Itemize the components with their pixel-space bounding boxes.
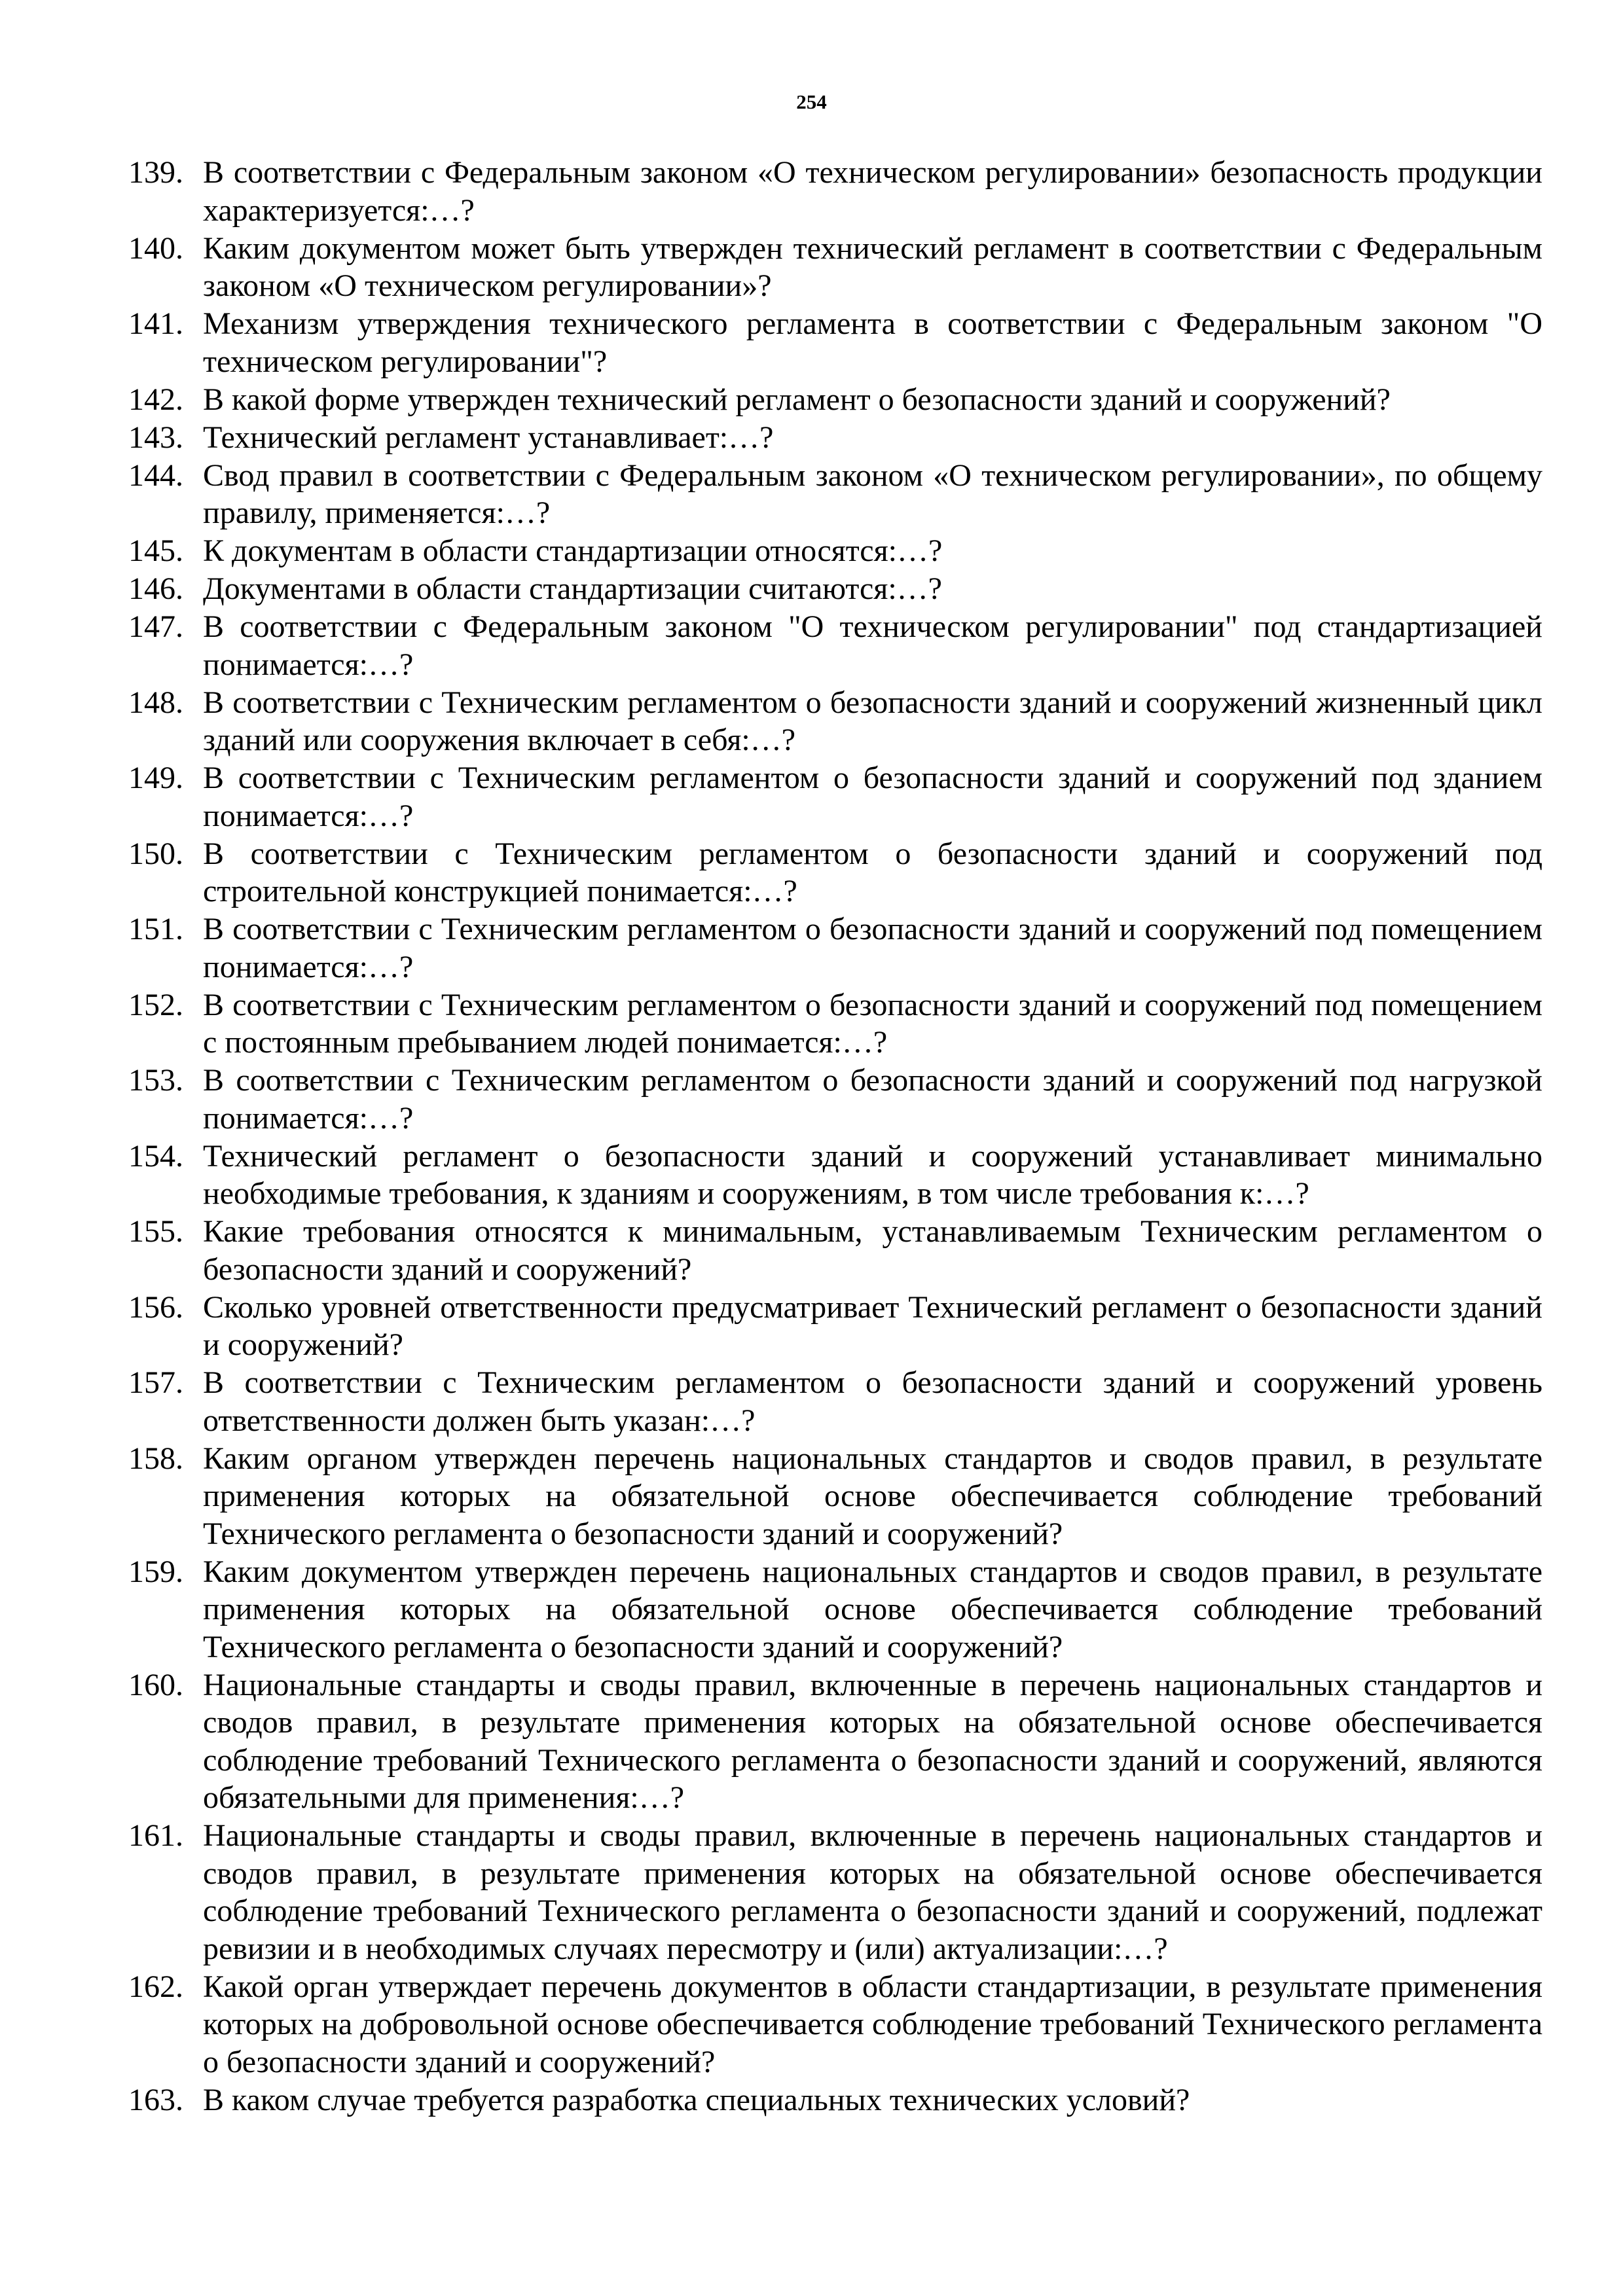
question-text: В соответствии с Техническим регламентом о безопасности зданий и сооружений под нагрузкой понимается:…?: [203, 1063, 1542, 1136]
question-text: Технический регламент устанавливает:…?: [203, 420, 774, 455]
question-number: 145.: [128, 533, 183, 568]
question-number: 144.: [128, 457, 183, 493]
question-item: [128, 230, 1542, 305]
question-text: Каким документом может быть утвержден технический регламент в соответствии с Федеральным законом «О техническом регулировании»?: [203, 230, 1542, 303]
question-list: [128, 154, 1542, 2119]
question-item: [128, 1817, 1542, 1967]
question-text: Какой орган утверждает перечень документов в области стандартизации, в результате применения которых на добровольной основе обеспечивается соблюдение требований Технического регламента о безопасности зданий и сооружений?: [203, 1969, 1542, 2079]
question-text: Свод правил в соответствии с Федеральным законом «О техническом регулировании», по общему правилу, применяется:…?: [203, 457, 1542, 530]
question-text: В какой форме утвержден технический регламент о безопасности зданий и сооружений?: [203, 382, 1391, 417]
question-number: 160.: [128, 1667, 183, 1702]
question-text: Сколько уровней ответственности предусматривает Технический регламент о безопасности зданий и сооружений?: [203, 1289, 1542, 1362]
question-number: 139.: [128, 155, 183, 190]
question-number: 158.: [128, 1441, 183, 1476]
question-text: В соответствии с Техническим регламентом о безопасности зданий и сооружений под помещением понимается:…?: [203, 912, 1542, 984]
question-item: [128, 835, 1542, 910]
question-number: 156.: [128, 1289, 183, 1325]
question-item: [128, 305, 1542, 380]
question-number: 148.: [128, 685, 183, 720]
question-item: [128, 1062, 1542, 1137]
question-item: [128, 1968, 1542, 2081]
question-item: [128, 570, 1542, 608]
question-item: [128, 532, 1542, 570]
question-number: 143.: [128, 420, 183, 455]
question-number: 142.: [128, 382, 183, 417]
question-text: Технический регламент о безопасности зданий и сооружений устанавливает минимально необходимые требования, к зданиям и сооружениям, в том числе требования к:…?: [203, 1138, 1542, 1211]
question-item: [128, 154, 1542, 229]
question-item: [128, 608, 1542, 683]
question-text: Национальные стандарты и своды правил, включенные в перечень национальных стандартов и сводов правил, в результате применения которых на обязательной основе обеспечивается соблюдение требований Технического регламента о безопасности зданий и сооружений, подлежат ревизии и в необходимых случаях пересмотру и (или) актуализации:…?: [203, 1818, 1542, 1966]
question-number: 140.: [128, 230, 183, 266]
question-item: [128, 1289, 1542, 1364]
question-text: Документами в области стандартизации считаются:…?: [203, 571, 942, 606]
question-item: [128, 1553, 1542, 1666]
question-text: В соответствии с Техническим регламентом о безопасности зданий и сооружений под зданием понимается:…?: [203, 761, 1542, 833]
question-item: [128, 1666, 1542, 1817]
question-text: В соответствии с Техническим регламентом о безопасности зданий и сооружений под помещением с постоянным пребыванием людей понимается:…?: [203, 987, 1542, 1060]
question-item: [128, 759, 1542, 834]
question-number: 150.: [128, 836, 183, 871]
question-number: 153.: [128, 1063, 183, 1098]
question-text: В соответствии с Техническим регламентом о безопасности зданий и сооружений под строительной конструкцией понимается:…?: [203, 836, 1542, 908]
question-item: [128, 1364, 1542, 1439]
page-number: 254: [796, 90, 827, 113]
question-text: Каким органом утвержден перечень национальных стандартов и сводов правил, в результате применения которых на обязательной основе обеспечивается соблюдение требований Технического регламента о безопасности зданий и сооружений?: [203, 1441, 1542, 1551]
question-number: 146.: [128, 571, 183, 606]
question-number: 159.: [128, 1554, 183, 1589]
question-item: [128, 2081, 1542, 2119]
question-item: [128, 986, 1542, 1062]
question-text: Какие требования относятся к минимальным, устанавливаемым Техническим регламентом о безопасности зданий и сооружений?: [203, 1214, 1542, 1287]
question-number: 163.: [128, 2082, 183, 2117]
question-number: 149.: [128, 761, 183, 795]
question-item: [128, 419, 1542, 457]
question-text: В соответствии с Федеральным законом "О техническом регулировании" под стандартизацией понимается:…?: [203, 609, 1542, 682]
question-number: 162.: [128, 1969, 183, 2004]
question-text: В соответствии с Техническим регламентом о безопасности зданий и сооружений жизненный цикл зданий или сооружения включает в себя:…?: [203, 685, 1542, 757]
question-text: Национальные стандарты и своды правил, включенные в перечень национальных стандартов и сводов правил, в результате применения которых на обязательной основе обеспечивается соблюдение требований Технического регламента о безопасности зданий и сооружений, являются обязательными для применения:…?: [203, 1667, 1542, 1815]
question-text: К документам в области стандартизации относятся:…?: [203, 533, 943, 568]
question-number: 151.: [128, 912, 183, 946]
question-number: 141.: [128, 306, 183, 341]
question-text: В каком случае требуется разработка специальных технических условий?: [203, 2082, 1190, 2117]
question-text: В соответствии с Техническим регламентом о безопасности зданий и сооружений уровень ответственности должен быть указан:…?: [203, 1365, 1542, 1438]
question-item: [128, 910, 1542, 986]
question-item: [128, 1440, 1542, 1553]
question-number: 157.: [128, 1365, 183, 1400]
question-text: В соответствии с Федеральным законом «О техническом регулировании» безопасность продукции характеризуется:…?: [203, 155, 1542, 228]
question-text: Каким документом утвержден перечень национальных стандартов и сводов правил, в результате применения которых на обязательной основе обеспечивается соблюдение требований Технического регламента о безопасности зданий и сооружений?: [203, 1554, 1542, 1664]
question-text: Механизм утверждения технического регламента в соответствии с Федеральным законом "О техническом регулировании"?: [203, 306, 1542, 379]
question-number: 155.: [128, 1214, 183, 1249]
question-item: [128, 1213, 1542, 1288]
question-item: [128, 1138, 1542, 1213]
question-item: [128, 684, 1542, 759]
question-number: 154.: [128, 1138, 183, 1174]
question-number: 152.: [128, 987, 183, 1022]
question-number: 147.: [128, 609, 183, 644]
question-item: [128, 381, 1542, 419]
question-item: [128, 457, 1542, 532]
question-number: 161.: [128, 1818, 183, 1853]
